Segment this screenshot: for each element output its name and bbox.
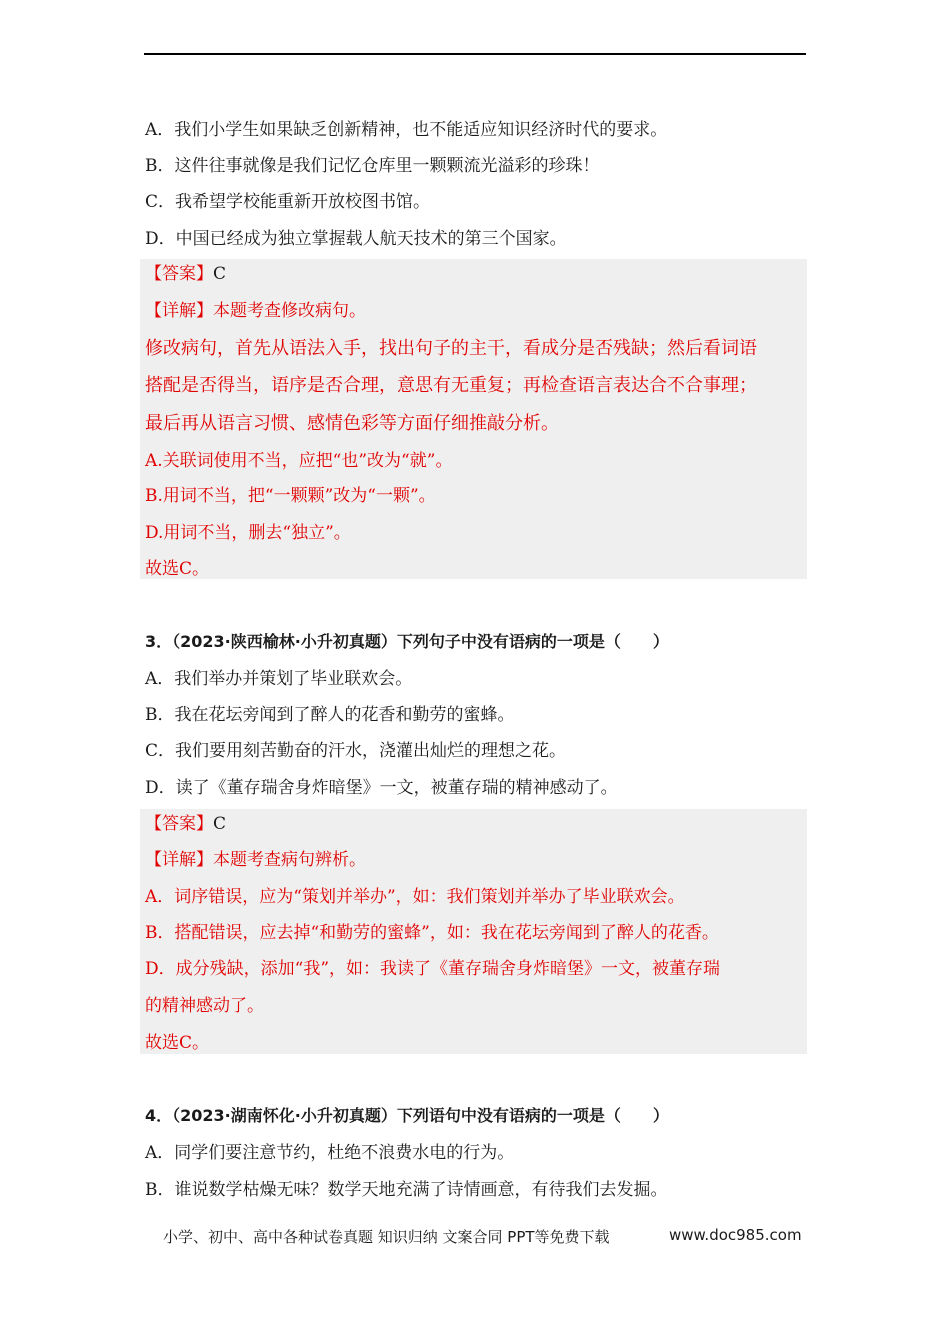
answer-label: 【答案】 <box>145 264 213 284</box>
answer-label: 【答案】 <box>145 814 213 834</box>
explanation-line: 故选C。 <box>145 1033 210 1053</box>
footer-url[interactable]: www.doc985.com <box>669 1226 802 1244</box>
option-c: C．我希望学校能重新开放校图书馆。 <box>145 192 431 212</box>
detail-line <box>145 849 366 871</box>
option-a: A．我们小学生如果缺乏创新精神，也不能适应知识经济时代的要求。 <box>145 120 668 140</box>
answer-value: C <box>213 814 227 834</box>
option-a: A．同学们要注意节约，杜绝不浪费水电的行为。 <box>145 1143 515 1163</box>
detail-text: 本题考查病句辨析。 <box>213 850 366 870</box>
option-c: C．我们要用刻苦勤奋的汗水，浇灌出灿烂的理想之花。 <box>145 741 567 761</box>
detail-label: 【详解】 <box>145 301 213 321</box>
answer-line <box>145 813 226 835</box>
detail-line <box>145 300 366 322</box>
header-rule <box>144 53 806 55</box>
explanation-line: B．搭配错误，应去掉“和勤劳的蜜蜂”，如：我在花坛旁闻到了醉人的花香。 <box>145 923 719 943</box>
explanation-line: 修改病句，首先从语法入手，找出句子的主干，看成分是否残缺；然后看词语 <box>145 338 757 359</box>
footer-text: 小学、初中、高中各种试卷真题 知识归纳 文案合同 PPT等免费下载 <box>163 1228 610 1246</box>
question-4-title: 4．（2023·湖南怀化·小升初真题）下列语句中没有语病的一项是（ ） <box>145 1106 669 1125</box>
option-d: D．读了《董存瑞舍身炸暗堡》一文，被董存瑞的精神感动了。 <box>145 778 618 798</box>
explanation-line: 最后再从语言习惯、感情色彩等方面仔细推敲分析。 <box>145 413 559 434</box>
detail-text: 本题考查修改病句。 <box>213 301 366 321</box>
question-3-title: 3．（2023·陕西榆林·小升初真题）下列句子中没有语病的一项是（ ） <box>145 632 669 651</box>
explanation-line: 的精神感动了。 <box>145 996 264 1016</box>
option-a: A．我们举办并策划了毕业联欢会。 <box>145 669 413 689</box>
explanation-line: D．成分残缺，添加“我”，如：我读了《董存瑞舍身炸暗堡》一文，被董存瑞 <box>145 959 721 979</box>
option-b: B．我在花坛旁闻到了醉人的花香和勤劳的蜜蜂。 <box>145 705 515 725</box>
explanation-line: 故选C。 <box>145 559 210 579</box>
explanation-line: D.用词不当，删去“独立”。 <box>145 523 351 543</box>
explanation-line: A．词序错误，应为“策划并举办”，如：我们策划并举办了毕业联欢会。 <box>145 887 685 907</box>
detail-label: 【详解】 <box>145 850 213 870</box>
explanation-line: 搭配是否得当，语序是否合理，意思有无重复；再检查语言表达合不合事理； <box>145 375 757 396</box>
option-b: B．这件往事就像是我们记忆仓库里一颗颗流光溢彩的珍珠！ <box>145 156 600 176</box>
option-d: D．中国已经成为独立掌握载人航天技术的第三个国家。 <box>145 229 567 249</box>
explanation-line: A.关联词使用不当，应把“也”改为“就”。 <box>145 451 453 471</box>
answer-line <box>145 263 226 285</box>
answer-value: C <box>213 264 227 284</box>
option-b: B．谁说数学枯燥无味？数学天地充满了诗情画意，有待我们去发掘。 <box>145 1180 668 1200</box>
explanation-line: B.用词不当，把“一颗颗”改为“一颗”。 <box>145 486 436 506</box>
